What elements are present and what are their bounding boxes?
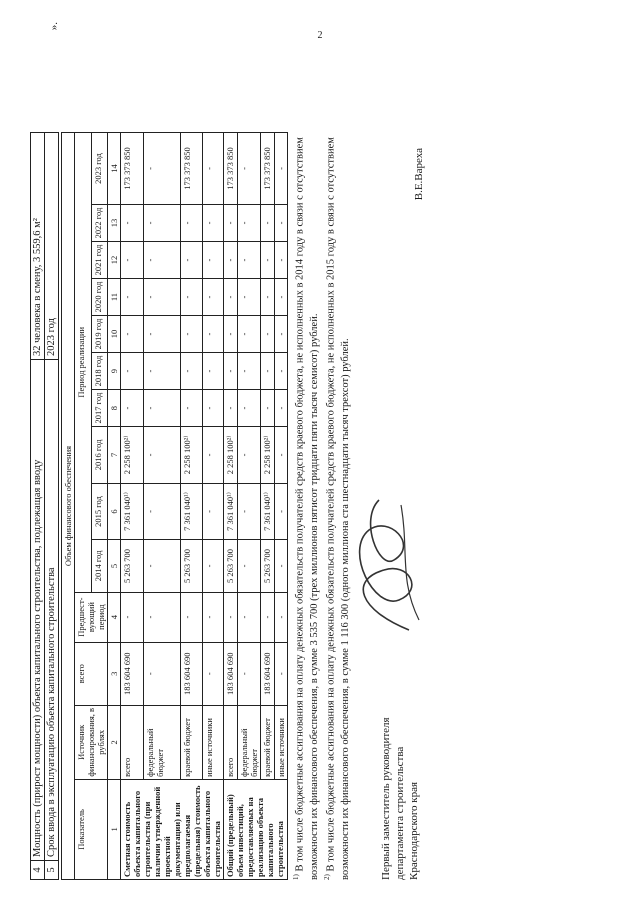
year-column-header: 2015 год (91, 483, 108, 540)
footnote-mark: 2) (322, 874, 331, 880)
indicator-cell: Сметная стоимость объекта капитального строительства (при наличии утвержденной проектной документации) или предполагаемая (предельная) стоимость объекта капитального строительства (121, 779, 224, 879)
footnote-text: В том числе бюджетные ассигнования на оплату денежных обязательств получателей средств краевого бюджета, не исполненных в 2015 году в связи с отсутствием возможности их финансового обеспечения, в сумме 1 116 300 (одного миллиона ста шестнадцати тысяч трехсот) рублей. (325, 137, 351, 880)
value-cell: - (121, 390, 144, 427)
year-column-header: 2019 год (91, 316, 108, 353)
value-cell: - (238, 483, 261, 540)
value-cell: - (203, 483, 224, 540)
value-cell: 183 604 690 (121, 642, 144, 705)
value-cell: - (238, 242, 261, 279)
column-number: 6 (108, 483, 121, 540)
table-row (121, 133, 144, 880)
value-cell: 183 604 690 (224, 642, 238, 705)
value-cell: - (224, 592, 238, 642)
value-cell: 7 361 040¹⁾ (224, 483, 238, 540)
value-cell: - (121, 316, 144, 353)
year-column-header: 2017 год (91, 390, 108, 427)
closing-quote-mark: ». (48, 22, 60, 31)
value-cell: 7 361 040¹⁾ (180, 483, 203, 540)
value-cell: - (261, 204, 275, 241)
value-cell: - (143, 540, 180, 592)
value-cell: - (261, 279, 275, 316)
column-number: 3 (108, 642, 121, 705)
value-cell: - (275, 390, 288, 427)
value-cell: - (275, 353, 288, 390)
signature-block (379, 120, 439, 880)
value-cell: - (203, 133, 224, 205)
info-row (45, 133, 59, 880)
value-cell: - (238, 316, 261, 353)
signer-position (379, 717, 422, 880)
financing-table (61, 132, 288, 880)
year-column-header: 2016 год (91, 427, 108, 484)
value-cell: - (203, 642, 224, 705)
value-cell: - (121, 353, 144, 390)
column-number: 9 (108, 353, 121, 390)
value-cell: 5 263 700 (224, 540, 238, 592)
indicator-cell: Общий (предельный) объем инвестиций, предоставляемых на реализацию объекта капитального строительства (224, 779, 288, 879)
value-cell: 183 604 690 (261, 642, 275, 705)
value-cell: 2 258 100²⁾ (180, 427, 203, 484)
value-cell: - (203, 242, 224, 279)
column-number: 10 (108, 316, 121, 353)
table-row (261, 133, 275, 880)
value-cell: - (203, 427, 224, 484)
value-cell: - (275, 316, 288, 353)
value-cell: - (180, 242, 203, 279)
value-cell: - (180, 390, 203, 427)
value-cell: - (143, 279, 180, 316)
value-cell: - (224, 279, 238, 316)
value-cell: - (238, 592, 261, 642)
value-cell: - (224, 316, 238, 353)
value-cell: - (238, 279, 261, 316)
value-cell: - (203, 540, 224, 592)
handwritten-signature (339, 490, 439, 640)
value-cell: - (143, 133, 180, 205)
value-cell: - (275, 204, 288, 241)
year-column-header: 2014 год (91, 540, 108, 592)
info-row-label: Мощность (прирост мощности) объекта капитального строительства, подлежащая вводу (31, 360, 45, 861)
value-cell: - (275, 427, 288, 484)
footnote-mark: 1) (292, 874, 300, 880)
financing-header: Объем финансового обеспечения (62, 133, 75, 880)
table-row (143, 133, 180, 880)
year-column-header: 2022 год (91, 204, 108, 241)
value-cell: - (275, 483, 288, 540)
info-row-value: 32 человека в смену, 3 559,6 м² (31, 133, 45, 360)
value-cell: - (180, 353, 203, 390)
table-row (275, 133, 288, 880)
value-cell: - (203, 353, 224, 390)
year-column-header: 2021 год (91, 242, 108, 279)
value-cell: - (275, 592, 288, 642)
position-line: Краснодарского края (408, 781, 421, 880)
period-header: Период реализации (75, 133, 92, 593)
table-row (224, 133, 238, 880)
info-row-label: Срок ввода в эксплуатацию объекта капитального строительства (45, 360, 59, 861)
value-cell: 183 604 690 (180, 642, 203, 705)
value-cell: - (121, 279, 144, 316)
value-cell: - (224, 204, 238, 241)
value-cell: - (275, 642, 288, 705)
year-column-header: 2020 год (91, 279, 108, 316)
value-cell: 2 258 100²⁾ (224, 427, 238, 484)
value-cell: - (143, 316, 180, 353)
page-number: 2 (317, 30, 323, 41)
position-line: департамента строительства (393, 746, 406, 880)
value-cell: 7 361 040¹⁾ (121, 483, 144, 540)
source-cell: иные источники (275, 705, 288, 779)
position-line: Первый заместитель руководителя (379, 717, 392, 880)
value-cell: - (143, 204, 180, 241)
previous-period-column-header: Предшест-вующий период (75, 592, 108, 642)
value-cell: 5 263 700 (121, 540, 144, 592)
column-number: 13 (108, 204, 121, 241)
financing-body (121, 133, 288, 880)
value-cell: 2 258 100²⁾ (261, 427, 275, 484)
value-cell: - (261, 353, 275, 390)
value-cell: - (261, 592, 275, 642)
value-cell: - (261, 390, 275, 427)
value-cell: - (275, 133, 288, 205)
value-cell: - (143, 390, 180, 427)
value-cell: - (238, 540, 261, 592)
source-cell: иные источники (203, 705, 224, 779)
value-cell: 2 258 100²⁾ (121, 427, 144, 484)
value-cell: - (203, 204, 224, 241)
value-cell: - (203, 592, 224, 642)
column-number: 5 (108, 540, 121, 592)
value-cell: - (180, 279, 203, 316)
value-cell: - (143, 242, 180, 279)
info-row (31, 133, 45, 880)
value-cell: - (143, 642, 180, 705)
info-row-number: 4 (31, 861, 45, 880)
table-row (203, 133, 224, 880)
value-cell: - (180, 204, 203, 241)
signer-name: В.Е.Вареха (412, 148, 425, 201)
column-number: 1 (108, 779, 121, 879)
column-number: 11 (108, 279, 121, 316)
object-info-table (30, 132, 59, 880)
value-cell: 7 361 040¹⁾ (261, 483, 275, 540)
value-cell: 173 373 850 (121, 133, 144, 205)
source-cell: федеральный бюджет (143, 705, 180, 779)
value-cell: - (275, 540, 288, 592)
value-cell: - (143, 353, 180, 390)
value-cell: - (143, 427, 180, 484)
rotated-page-content (30, 20, 610, 880)
value-cell: - (121, 592, 144, 642)
value-cell: - (203, 279, 224, 316)
value-cell: - (224, 353, 238, 390)
footnote-text: В том числе бюджетные ассигнования на оплату денежных обязательств получателей средств краевого бюджета, не исполненных в 2014 году в связи с отсутствием возможности их финансового обеспечения, в сумме 3 535 700 (трех миллионов пятисот тридцати пяти тысяч семисот) рублей. (294, 137, 320, 880)
value-cell: - (180, 316, 203, 353)
year-column-header: 2018 год (91, 353, 108, 390)
value-cell: - (238, 353, 261, 390)
source-column-header: Источник финансирования, в рублях (75, 705, 108, 779)
value-cell: - (121, 242, 144, 279)
value-cell: - (224, 242, 238, 279)
value-cell: - (180, 592, 203, 642)
value-cell: - (238, 642, 261, 705)
value-cell: - (203, 390, 224, 427)
value-cell: - (238, 390, 261, 427)
source-cell: всего (121, 705, 144, 779)
info-row-number: 5 (45, 861, 59, 880)
column-number: 4 (108, 592, 121, 642)
column-number: 8 (108, 390, 121, 427)
value-cell: - (275, 242, 288, 279)
year-column-header: 2023 год (91, 133, 108, 205)
value-cell: - (261, 316, 275, 353)
value-cell: - (143, 592, 180, 642)
table-row (180, 133, 203, 880)
indicator-column-header: Показатель (75, 779, 108, 879)
value-cell: - (275, 279, 288, 316)
source-cell: федеральный бюджет (238, 705, 261, 779)
value-cell: - (238, 204, 261, 241)
value-cell: - (261, 242, 275, 279)
footnote (292, 120, 322, 880)
column-number: 12 (108, 242, 121, 279)
value-cell: - (238, 133, 261, 205)
value-cell: 173 373 850 (180, 133, 203, 205)
column-number: 2 (108, 705, 121, 779)
value-cell: 173 373 850 (261, 133, 275, 205)
value-cell: - (238, 427, 261, 484)
column-number-row (108, 133, 121, 880)
total-column-header: всего (75, 642, 108, 705)
value-cell: - (203, 316, 224, 353)
source-cell: всего (224, 705, 238, 779)
value-cell: 173 373 850 (224, 133, 238, 205)
column-number: 7 (108, 427, 121, 484)
table-row (238, 133, 261, 880)
column-number: 14 (108, 133, 121, 205)
value-cell: - (224, 390, 238, 427)
value-cell: 5 263 700 (180, 540, 203, 592)
source-cell: краевой бюджет (261, 705, 275, 779)
value-cell: - (143, 483, 180, 540)
info-row-value: 2023 год (45, 133, 59, 360)
source-cell: краевой бюджет (180, 705, 203, 779)
value-cell: 5 263 700 (261, 540, 275, 592)
value-cell: - (121, 204, 144, 241)
